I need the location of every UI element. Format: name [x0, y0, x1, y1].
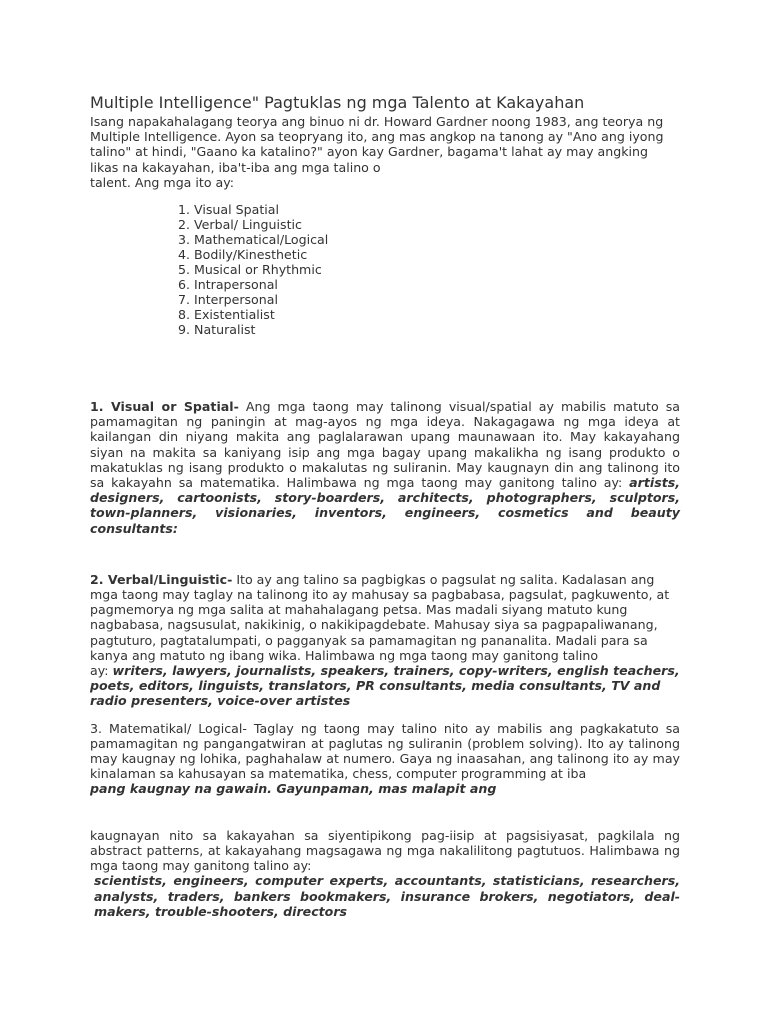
- section-lead: ay:: [90, 663, 113, 679]
- intelligence-list: [178, 202, 680, 337]
- document-page: [90, 92, 680, 919]
- intro-text: Isang napakahalagang teorya ang binuo ni dr. Howard Gardner noong 1983, ang teorya ng Multiple Intelligence. Ayon sa teopryang ito, ang mas angkop na tanong ay "Ano ang iyong talino" at hindi, "Gaano ka katalino?" ayon kay Gardner, bagama't lahat ay may angking likas na kakayahan, iba't-iba ang mga talino o: [90, 114, 664, 175]
- list-item: 6. Intrapersonal: [178, 277, 278, 293]
- section-bold-line: pang kaugnay na gawain. Gayunpaman, mas malapit ang: [90, 781, 497, 797]
- section-mathematical-logical-continued: [90, 828, 680, 919]
- document-title: Multiple Intelligence" Pagtuklas ng mga Talento at Kakayahan: [90, 93, 585, 112]
- section-examples: artists, designers, cartoonists, story-boarders, architects, photographers, sculptors, town-planners, visionaries, inventors, engineers, cosmetics and beauty consultants:: [90, 475, 680, 536]
- list-item: 2. Verbal/ Linguistic: [178, 217, 302, 233]
- list-item: 5. Musical or Rhythmic: [178, 262, 322, 278]
- list-item: 9. Naturalist: [178, 322, 256, 338]
- section-text: Ito ay ang talino sa pagbigkas o pagsulat ng salita. Kadalasan ang mga taong may taglay na talinong ito ay mahusay sa pagbabasa, pagsulat, pagkuwento, at pagmemorya ng mga salita at mahahalagang petsa. Mas madali siyang matuto kung nagbabasa, nagsusulat, nakikinig, o nakikipagdebate. Mahusay siya sa pagpapaliwanang, pagtuturo, pagtatalumpati, o pagganyak sa pamamagitan ng pananalita. Madali para sa kanya ang matuto ng ibang wika. Halimbawa ng mga taong may ganitong talino: [90, 571, 670, 663]
- intro-tail: talent. Ang mga ito ay:: [90, 174, 235, 190]
- section-heading: 2. Verbal/Linguistic-: [90, 571, 233, 587]
- section-text: 3. Matematikal/ Logical- Taglay ng taong may talino nito ay mabilis ang pagkakatuto sa pamamagitan ng pangangatwiran at paglutas ng suliranin (problem solving). Ito ay talinong may kaugnay ng lohika, paghahalaw at numero. Gaya ng inaasahan, ang talinong ito ay may kinalaman sa kahusayan sa matematika, chess, computer programming at iba: [90, 720, 680, 782]
- section-heading: 1. Visual or Spatial-: [90, 399, 239, 415]
- section-examples: scientists, engineers, computer experts, accountants, statisticians, researchers, analysts, traders, bankers bookmakers, insurance brokers, negotiators, deal-makers, trouble-shooters, directors: [94, 873, 680, 919]
- section-verbal-linguistic: [90, 572, 680, 709]
- section-examples: writers, lawyers, journalists, speakers, trainers, copy-writers, english teachers, poets, editors, linguists, translators, PR consultants, media consultants, TV and radio presenters, voice-over artistes: [90, 663, 680, 709]
- section-text: kaugnayan nito sa kakayahan sa siyentipikong pag-iisip at pagsisiyasat, pagkilala ng abstract patterns, at kakayahang magsagawa ng mga nakalilitong pagtutuos. Halimbawa ng mga taong may ganitong talino ay:: [90, 827, 680, 874]
- list-item: 3. Mathematical/Logical: [178, 232, 329, 248]
- intro-paragraph: [90, 114, 680, 190]
- list-item: 4. Bodily/Kinesthetic: [178, 247, 308, 263]
- section-mathematical-logical: [90, 721, 680, 797]
- section-visual-spatial: [90, 399, 680, 536]
- list-item: 1. Visual Spatial: [178, 202, 279, 218]
- section-text: Ang mga taong may talinong visual/spatial ay mabilis matuto sa pamamagitan ng paningin at mag-ayos ng mga ideya. Nakagagawa ng mga ideya at kailangan din niyang makita ang paglalarawan upang maunawaan ito. May kakayahang siyan na makita sa kaniyang isip ang mga bagay upang makalikha ng isang produkto o makatuklas ng isang produkto o makalutas ng suliranin. May kaugnayn din ang talinong ito sa kakayahn sa matematika. Halimbawa ng mga taong may ganitong talino ay:: [90, 399, 680, 491]
- list-item: 8. Existentialist: [178, 307, 275, 323]
- list-item: 7. Interpersonal: [178, 292, 278, 308]
